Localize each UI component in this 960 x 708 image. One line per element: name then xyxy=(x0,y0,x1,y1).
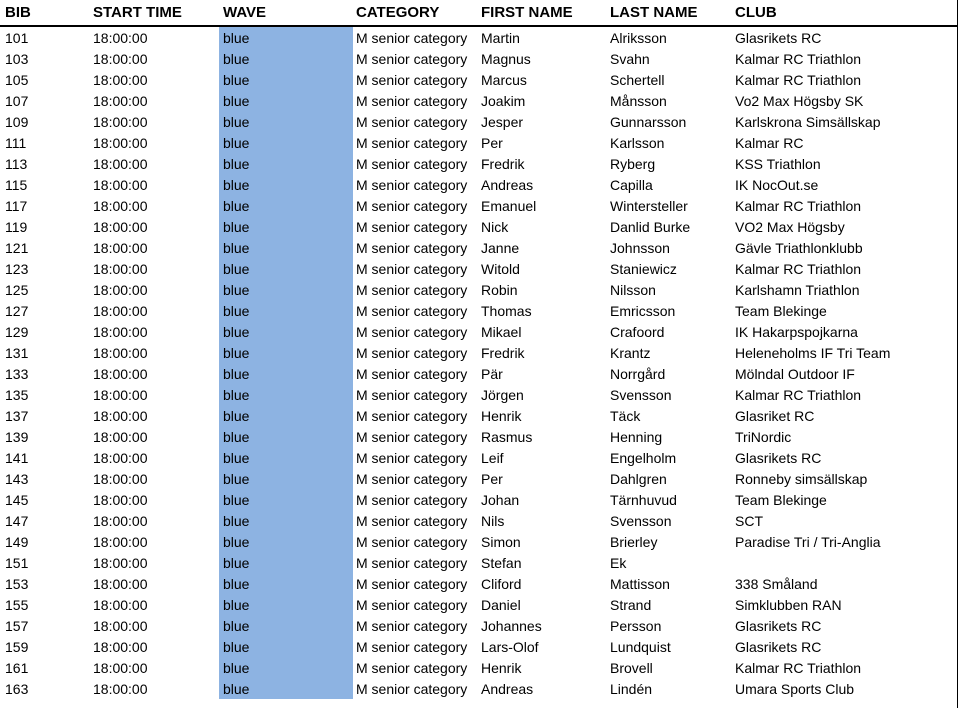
bib-cell: 145 xyxy=(5,491,29,508)
wave-cell: blue xyxy=(219,90,353,111)
category-cell: M senior category xyxy=(356,554,468,571)
wave-cell: blue xyxy=(219,111,353,132)
club-cell: Glasrikets RC xyxy=(735,617,822,634)
club-cell: Karlshamn Triathlon xyxy=(735,281,860,298)
category-cell: M senior category xyxy=(356,659,468,676)
table-row xyxy=(0,363,957,384)
wave-cell: blue xyxy=(219,384,353,405)
last-name-cell: Alriksson xyxy=(610,29,667,46)
club-cell: Kalmar RC Triathlon xyxy=(735,659,862,676)
table-row xyxy=(0,384,957,405)
start-time-header: START TIME xyxy=(88,0,219,26)
club-cell: 338 Småland xyxy=(735,575,818,592)
last-name-cell: Krantz xyxy=(610,344,651,361)
wave-cell: blue xyxy=(219,300,353,321)
bib-cell: 119 xyxy=(5,218,28,235)
first-name-cell: Henrik xyxy=(481,659,522,676)
first-name-cell: Per xyxy=(481,134,503,151)
category-cell: M senior category xyxy=(356,218,468,235)
first-name-cell: Nils xyxy=(481,512,505,529)
category-cell: M senior category xyxy=(356,386,468,403)
last-name-cell: Nilsson xyxy=(610,281,656,298)
start-time-cell: 18:00:00 xyxy=(93,302,148,319)
wave-cell: blue xyxy=(219,447,353,468)
table-row xyxy=(0,678,957,699)
last-name-cell: Täck xyxy=(610,407,641,424)
first-name-cell: Mikael xyxy=(481,323,522,340)
wave-cell: blue xyxy=(219,363,353,384)
bib-cell: 121 xyxy=(5,239,29,256)
table-row xyxy=(0,468,957,489)
header-row xyxy=(0,0,957,26)
table-row xyxy=(0,153,957,174)
start-time-cell: 18:00:00 xyxy=(93,344,148,361)
category-cell: M senior category xyxy=(356,92,468,109)
category-cell: M senior category xyxy=(356,512,468,529)
table-row xyxy=(0,69,957,90)
bib-cell: 109 xyxy=(5,113,29,130)
start-time-cell: 18:00:00 xyxy=(93,29,148,46)
table-row xyxy=(0,279,957,300)
first-name-header: FIRST NAME xyxy=(477,0,605,26)
category-cell: M senior category xyxy=(356,428,468,445)
start-time-cell: 18:00:00 xyxy=(93,617,148,634)
last-name-cell: Emricsson xyxy=(610,302,676,319)
wave-cell: blue xyxy=(219,48,353,69)
club-cell: TriNordic xyxy=(735,428,792,445)
wave-cell: blue xyxy=(219,636,353,657)
category-cell: M senior category xyxy=(356,281,468,298)
table-row xyxy=(0,216,957,237)
first-name-cell: Lars-Olof xyxy=(481,638,539,655)
table-row xyxy=(0,657,957,678)
category-cell: M senior category xyxy=(356,470,468,487)
last-name-cell: Capilla xyxy=(610,176,653,193)
start-time-cell: 18:00:00 xyxy=(93,71,148,88)
last-name-cell: Mattisson xyxy=(610,575,670,592)
start-time-cell: 18:00:00 xyxy=(93,470,148,487)
first-name-cell: Joakim xyxy=(481,92,526,109)
club-header: CLUB xyxy=(731,0,957,26)
last-name-cell: Wintersteller xyxy=(610,197,688,214)
club-cell: Kalmar RC xyxy=(735,134,804,151)
club-cell: IK Hakarpspojkarna xyxy=(735,323,858,340)
club-cell: IK NocOut.se xyxy=(735,176,819,193)
bib-cell: 159 xyxy=(5,638,29,655)
first-name-cell: Pär xyxy=(481,365,503,382)
bib-cell: 137 xyxy=(5,407,29,424)
table-row xyxy=(0,300,957,321)
bib-cell: 107 xyxy=(5,92,29,109)
first-name-cell: Nick xyxy=(481,218,509,235)
start-time-cell: 18:00:00 xyxy=(93,218,148,235)
category-cell: M senior category xyxy=(356,302,468,319)
table-row xyxy=(0,48,957,69)
start-time-cell: 18:00:00 xyxy=(93,323,148,340)
bib-cell: 123 xyxy=(5,260,29,277)
wave-cell: blue xyxy=(219,489,353,510)
bib-cell: 135 xyxy=(5,386,29,403)
start-time-cell: 18:00:00 xyxy=(93,386,148,403)
start-time-cell: 18:00:00 xyxy=(93,512,148,529)
table-row xyxy=(0,26,957,48)
first-name-cell: Fredrik xyxy=(481,344,525,361)
start-time-cell: 18:00:00 xyxy=(93,365,148,382)
last-name-cell: Schertell xyxy=(610,71,665,88)
last-name-cell: Gunnarsson xyxy=(610,113,687,130)
last-name-cell: Lundquist xyxy=(610,638,671,655)
club-cell: Glasrikets RC xyxy=(735,638,822,655)
bib-header: BIB xyxy=(0,0,88,26)
bib-cell: 161 xyxy=(5,659,29,676)
wave-cell: blue xyxy=(219,258,353,279)
wave-cell: blue xyxy=(219,405,353,426)
table-right-border xyxy=(957,0,958,708)
category-cell: M senior category xyxy=(356,533,468,550)
first-name-cell: Henrik xyxy=(481,407,522,424)
start-time-cell: 18:00:00 xyxy=(93,554,148,571)
last-name-cell: Svahn xyxy=(610,50,650,67)
table-row xyxy=(0,132,957,153)
first-name-cell: Daniel xyxy=(481,596,521,613)
wave-cell: blue xyxy=(219,237,353,258)
wave-cell: blue xyxy=(219,26,353,48)
club-cell: Team Blekinge xyxy=(735,302,827,319)
wave-cell: blue xyxy=(219,321,353,342)
last-name-cell: Johnsson xyxy=(610,239,670,256)
first-name-cell: Rasmus xyxy=(481,428,533,445)
table-row xyxy=(0,636,957,657)
category-cell: M senior category xyxy=(356,680,468,697)
first-name-cell: Fredrik xyxy=(481,155,525,172)
bib-cell: 155 xyxy=(5,596,29,613)
bib-cell: 141 xyxy=(5,449,29,466)
start-time-cell: 18:00:00 xyxy=(93,491,148,508)
club-cell: VO2 Max Högsby xyxy=(735,218,845,235)
last-name-cell: Danlid Burke xyxy=(610,218,691,235)
first-name-cell: Witold xyxy=(481,260,520,277)
table-row xyxy=(0,111,957,132)
wave-cell: blue xyxy=(219,279,353,300)
bib-cell: 131 xyxy=(5,344,29,361)
table-row xyxy=(0,195,957,216)
wave-cell: blue xyxy=(219,573,353,594)
club-cell: Umara Sports Club xyxy=(735,680,855,697)
start-time-cell: 18:00:00 xyxy=(93,134,148,151)
last-name-cell: Brovell xyxy=(610,659,653,676)
start-time-cell: 18:00:00 xyxy=(93,596,148,613)
first-name-cell: Cliford xyxy=(481,575,522,592)
bib-cell: 129 xyxy=(5,323,29,340)
last-name-cell: Henning xyxy=(610,428,663,445)
club-cell xyxy=(731,552,957,573)
club-cell: Glasrikets RC xyxy=(735,29,822,46)
first-name-cell: Marcus xyxy=(481,71,527,88)
last-name-cell: Svensson xyxy=(610,386,672,403)
category-cell: M senior category xyxy=(356,176,468,193)
club-cell: Kalmar RC Triathlon xyxy=(735,71,862,88)
start-time-cell: 18:00:00 xyxy=(93,533,148,550)
bib-cell: 111 xyxy=(5,134,27,151)
last-name-cell: Ryberg xyxy=(610,155,656,172)
start-time-cell: 18:00:00 xyxy=(93,50,148,67)
bib-cell: 139 xyxy=(5,428,29,445)
club-cell: Glasrikets RC xyxy=(735,449,822,466)
table-row xyxy=(0,531,957,552)
club-cell: Paradise Tri / Tri-Anglia xyxy=(735,533,881,550)
last-name-cell: Dahlgren xyxy=(610,470,667,487)
table-row xyxy=(0,615,957,636)
last-name-cell: Tärnhuvud xyxy=(610,491,677,508)
category-cell: M senior category xyxy=(356,344,468,361)
wave-cell: blue xyxy=(219,153,353,174)
category-cell: M senior category xyxy=(356,134,468,151)
first-name-cell: Stefan xyxy=(481,554,522,571)
category-cell: M senior category xyxy=(356,638,468,655)
club-cell: Team Blekinge xyxy=(735,491,827,508)
last-name-cell: Svensson xyxy=(610,512,672,529)
start-time-cell: 18:00:00 xyxy=(93,155,148,172)
category-cell: M senior category xyxy=(356,491,468,508)
club-cell: Karlskrona Simsällskap xyxy=(735,113,881,130)
club-cell: Kalmar RC Triathlon xyxy=(735,386,862,403)
category-cell: M senior category xyxy=(356,575,468,592)
wave-cell: blue xyxy=(219,468,353,489)
first-name-cell: Jesper xyxy=(481,113,524,130)
first-name-cell: Andreas xyxy=(481,176,534,193)
wave-cell: blue xyxy=(219,132,353,153)
bib-cell: 149 xyxy=(5,533,29,550)
table-row xyxy=(0,510,957,531)
bib-cell: 151 xyxy=(5,554,29,571)
bib-cell: 127 xyxy=(5,302,29,319)
first-name-cell: Per xyxy=(481,470,503,487)
first-name-cell: Emanuel xyxy=(481,197,537,214)
table-body xyxy=(0,26,957,699)
last-name-header: LAST NAME xyxy=(605,0,731,26)
wave-header: WAVE xyxy=(219,0,353,26)
first-name-cell: Martin xyxy=(481,29,520,46)
start-time-cell: 18:00:00 xyxy=(93,239,148,256)
category-cell: M senior category xyxy=(356,239,468,256)
category-cell: M senior category xyxy=(356,407,468,424)
club-cell: Kalmar RC Triathlon xyxy=(735,260,862,277)
bib-cell: 133 xyxy=(5,365,29,382)
start-time-cell: 18:00:00 xyxy=(93,92,148,109)
club-cell: Gävle Triathlonklubb xyxy=(735,239,863,256)
table-row xyxy=(0,447,957,468)
start-time-cell: 18:00:00 xyxy=(93,638,148,655)
table-row xyxy=(0,405,957,426)
wave-cell: blue xyxy=(219,552,353,573)
last-name-cell: Engelholm xyxy=(610,449,677,466)
table-row xyxy=(0,552,957,573)
last-name-cell: Crafoord xyxy=(610,323,665,340)
last-name-cell: Brierley xyxy=(610,533,658,550)
start-time-cell: 18:00:00 xyxy=(93,449,148,466)
start-time-cell: 18:00:00 xyxy=(93,680,148,697)
club-cell: Heleneholms IF Tri Team xyxy=(735,344,891,361)
table-row xyxy=(0,237,957,258)
table-row xyxy=(0,594,957,615)
first-name-cell: Simon xyxy=(481,533,521,550)
bib-cell: 143 xyxy=(5,470,29,487)
bib-cell: 163 xyxy=(5,680,29,697)
wave-cell: blue xyxy=(219,510,353,531)
category-cell: M senior category xyxy=(356,260,468,277)
wave-cell: blue xyxy=(219,174,353,195)
start-time-cell: 18:00:00 xyxy=(93,176,148,193)
bib-cell: 147 xyxy=(5,512,29,529)
category-cell: M senior category xyxy=(356,449,468,466)
start-time-cell: 18:00:00 xyxy=(93,575,148,592)
wave-cell: blue xyxy=(219,195,353,216)
category-header: CATEGORY xyxy=(353,0,477,26)
club-cell: Kalmar RC Triathlon xyxy=(735,197,862,214)
bib-cell: 105 xyxy=(5,71,29,88)
first-name-cell: Magnus xyxy=(481,50,531,67)
first-name-cell: Jörgen xyxy=(481,386,524,403)
wave-cell: blue xyxy=(219,531,353,552)
wave-cell: blue xyxy=(219,342,353,363)
start-time-cell: 18:00:00 xyxy=(93,260,148,277)
club-cell: Vo2 Max Högsby SK xyxy=(735,92,864,109)
table-row xyxy=(0,174,957,195)
bib-cell: 157 xyxy=(5,617,29,634)
table-row xyxy=(0,321,957,342)
category-cell: M senior category xyxy=(356,596,468,613)
wave-cell: blue xyxy=(219,657,353,678)
last-name-cell: Strand xyxy=(610,596,652,613)
last-name-cell: Karlsson xyxy=(610,134,665,151)
table-row xyxy=(0,426,957,447)
club-cell: SCT xyxy=(735,512,763,529)
start-time-cell: 18:00:00 xyxy=(93,407,148,424)
bib-cell: 115 xyxy=(5,176,28,193)
club-cell: Mölndal Outdoor IF xyxy=(735,365,855,382)
wave-cell: blue xyxy=(219,594,353,615)
category-cell: M senior category xyxy=(356,113,468,130)
wave-cell: blue xyxy=(219,426,353,447)
first-name-cell: Andreas xyxy=(481,680,534,697)
first-name-cell: Leif xyxy=(481,449,504,466)
last-name-cell: Persson xyxy=(610,617,662,634)
club-cell: Glasriket RC xyxy=(735,407,815,424)
table-row xyxy=(0,489,957,510)
club-cell: Ronneby simsällskap xyxy=(735,470,868,487)
start-time-cell: 18:00:00 xyxy=(93,113,148,130)
category-cell: M senior category xyxy=(356,50,468,67)
table-row xyxy=(0,342,957,363)
bib-cell: 153 xyxy=(5,575,29,592)
table-row xyxy=(0,258,957,279)
table-row xyxy=(0,90,957,111)
wave-cell: blue xyxy=(219,69,353,90)
start-time-cell: 18:00:00 xyxy=(93,659,148,676)
last-name-cell: Ek xyxy=(610,554,627,571)
last-name-cell: Norrgård xyxy=(610,365,666,382)
table-row xyxy=(0,573,957,594)
first-name-cell: Robin xyxy=(481,281,518,298)
first-name-cell: Johannes xyxy=(481,617,542,634)
last-name-cell: Lindén xyxy=(610,680,653,697)
last-name-cell: Staniewicz xyxy=(610,260,677,277)
category-cell: M senior category xyxy=(356,617,468,634)
bib-cell: 101 xyxy=(5,29,29,46)
wave-cell: blue xyxy=(219,615,353,636)
last-name-cell: Månsson xyxy=(610,92,667,109)
start-time-cell: 18:00:00 xyxy=(93,197,148,214)
bib-cell: 125 xyxy=(5,281,29,298)
wave-cell: blue xyxy=(219,678,353,699)
start-time-cell: 18:00:00 xyxy=(93,281,148,298)
first-name-cell: Johan xyxy=(481,491,520,508)
bib-cell: 103 xyxy=(5,50,29,67)
club-cell: Kalmar RC Triathlon xyxy=(735,50,862,67)
bib-cell: 117 xyxy=(5,197,28,214)
wave-cell: blue xyxy=(219,216,353,237)
category-cell: M senior category xyxy=(356,29,468,46)
category-cell: M senior category xyxy=(356,197,468,214)
first-name-cell: Thomas xyxy=(481,302,532,319)
bib-cell: 113 xyxy=(5,155,28,172)
club-cell: Simklubben RAN xyxy=(735,596,842,613)
category-cell: M senior category xyxy=(356,365,468,382)
first-name-cell: Janne xyxy=(481,239,520,256)
start-time-cell: 18:00:00 xyxy=(93,428,148,445)
category-cell: M senior category xyxy=(356,323,468,340)
category-cell: M senior category xyxy=(356,155,468,172)
club-cell: KSS Triathlon xyxy=(735,155,821,172)
category-cell: M senior category xyxy=(356,71,468,88)
